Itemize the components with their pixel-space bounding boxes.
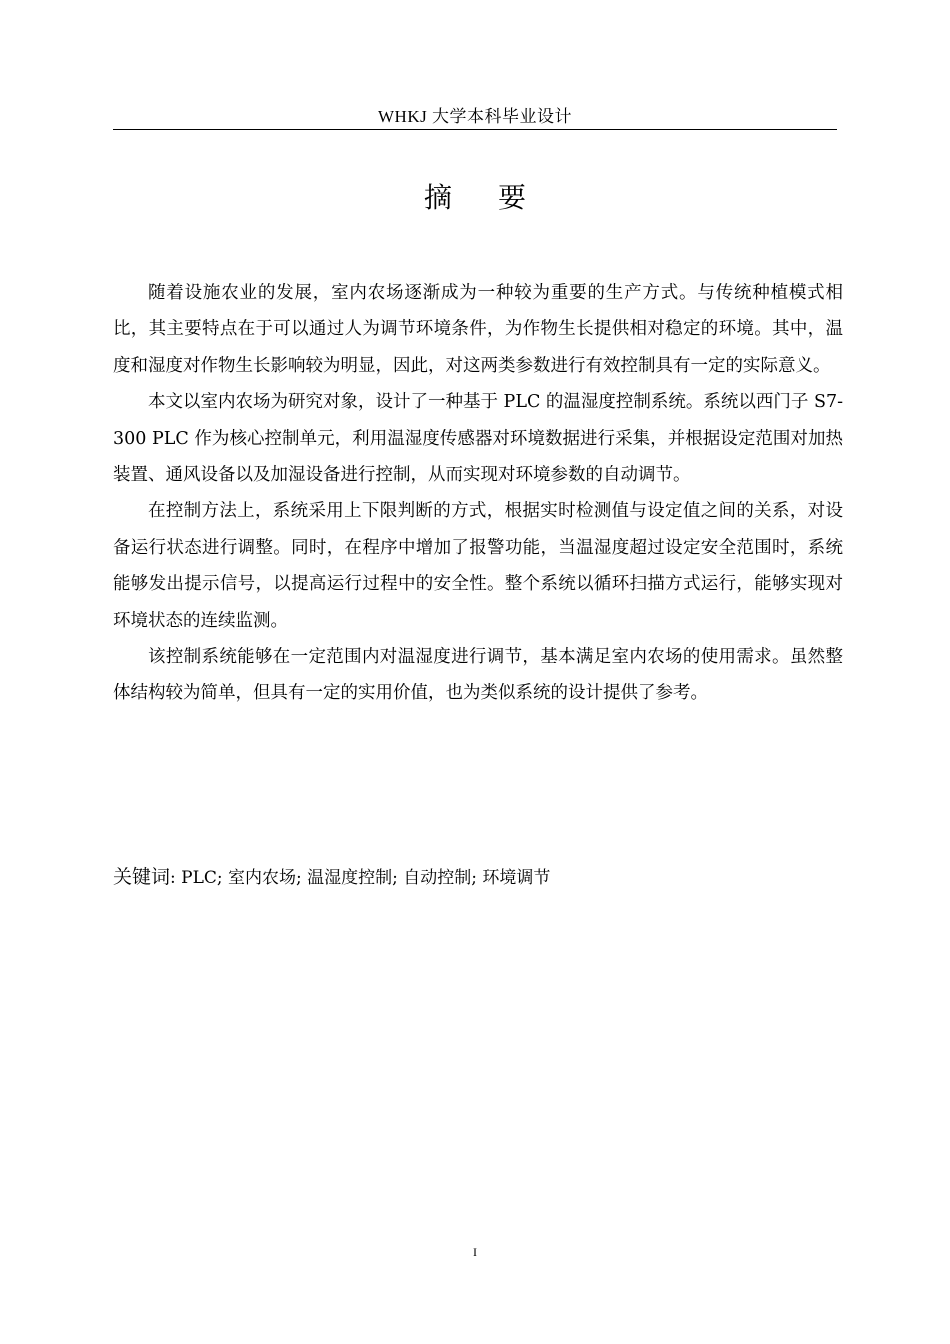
- abstract-title: 摘要: [423, 181, 572, 214]
- abstract-paragraph-2: 本文以室内农场为研究对象，设计了一种基于 PLC 的温湿度控制系统。系统以西门子 S7-300 PLC 作为核心控制单元，利用温湿度传感器对环境数据进行采集，并根据设定范围对加热装置、通风设备以及加湿设备进行控制，从而实现对环境参数的自动调节。: [113, 392, 844, 486]
- abstract-body: [113, 275, 843, 712]
- header-rule: [113, 129, 837, 130]
- page-number: I: [473, 1245, 477, 1259]
- keywords-list: : PLC; 室内农场; 温湿度控制; 自动控制; 环境调节: [170, 868, 551, 888]
- keywords-label: 关键词: [113, 866, 171, 888]
- abstract-paragraph-1: 随着设施农业的发展，室内农场逐渐成为一种较为重要的生产方式。与传统种植模式相比，其主要特点在于可以通过人为调节环境条件，为作物生长提供相对稳定的环境。其中，温度和湿度对作物生长影响较为明显，因此，对这两类参数进行有效控制具有一定的实际意义。: [113, 283, 843, 376]
- abstract-paragraph-4: 该控制系统能够在一定范围内对温湿度进行调节，基本满足室内农场的使用需求。虽然整体结构较为简单，但具有一定的实用价值，也为类似系统的设计提供了参考。: [113, 647, 843, 704]
- running-header: WHKJ 大学本科毕业设计: [378, 107, 572, 126]
- abstract-paragraph-3: 在控制方法上，系统采用上下限判断的方式，根据实时检测值与设定值之间的关系，对设备运行状态进行调整。同时，在程序中增加了报警功能，当温湿度超过设定安全范围时，系统能够发出提示信号，以提高运行过程中的安全性。整个系统以循环扫描方式运行，能够实现对环境状态的连续监测。: [113, 501, 843, 631]
- keywords-line: [113, 860, 837, 895]
